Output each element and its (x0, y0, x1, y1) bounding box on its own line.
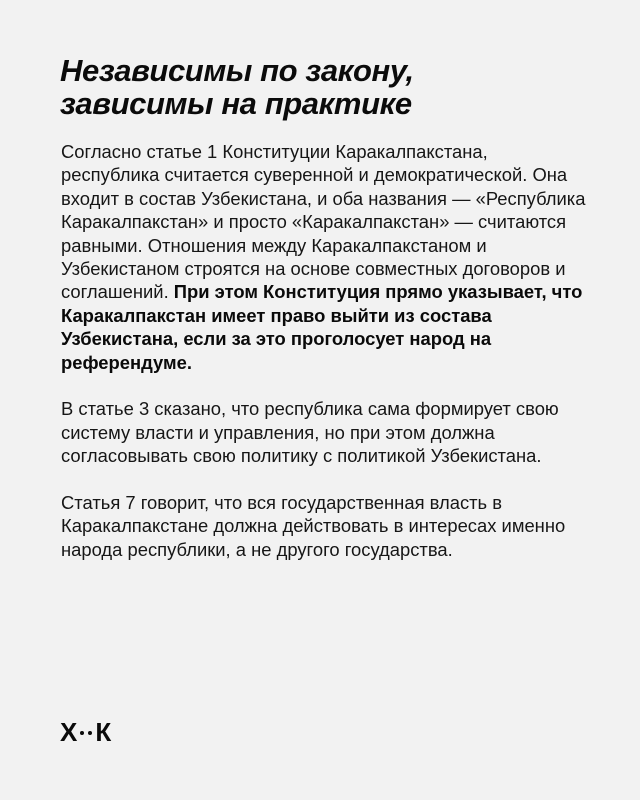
paragraph-2 (61, 397, 591, 467)
paragraph-3-text: Статья 7 говорит, что вся государственная власть в Каракалпакстане должна действовать в интересах именно народа республики, а не другого государства. (61, 492, 566, 560)
logo-dots-icon (80, 729, 92, 735)
logo-dot (88, 731, 92, 735)
title-line-1: Независимы по закону, (60, 53, 414, 88)
title-line-2: зависимы на практике (60, 86, 412, 121)
logo-dot (80, 731, 84, 735)
logo-letter-left: Х (60, 716, 78, 747)
page-title (60, 54, 580, 120)
paragraph-1 (61, 140, 591, 374)
article-body (61, 140, 591, 585)
paragraph-1-bold-text: При этом Конституция прямо указывает, что Каракалпакстан имеет право выйти из состава Узбекистана, если за это проголосует народ на референдуме. (61, 281, 583, 373)
paragraph-1-text: Согласно статье 1 Конституции Каракалпакстана, республика считается суверенной и демократической. Она входит в состав Узбекистана, и оба названия — «Республика Каракалпакстан» и просто «Каракалпакстан» — считаются равными. Отношения между Каракалпакстаном и Узбекистаном строятся на основе совместных договоров и соглашений. (61, 141, 586, 303)
logo-letter-right: К (95, 716, 112, 747)
paragraph-3 (61, 491, 591, 561)
paragraph-2-text: В статье 3 сказано, что республика сама формирует свою систему власти и управления, но при этом должна согласовывать свою политику с политикой Узбекистана. (61, 398, 559, 467)
brand-logo (60, 718, 111, 746)
